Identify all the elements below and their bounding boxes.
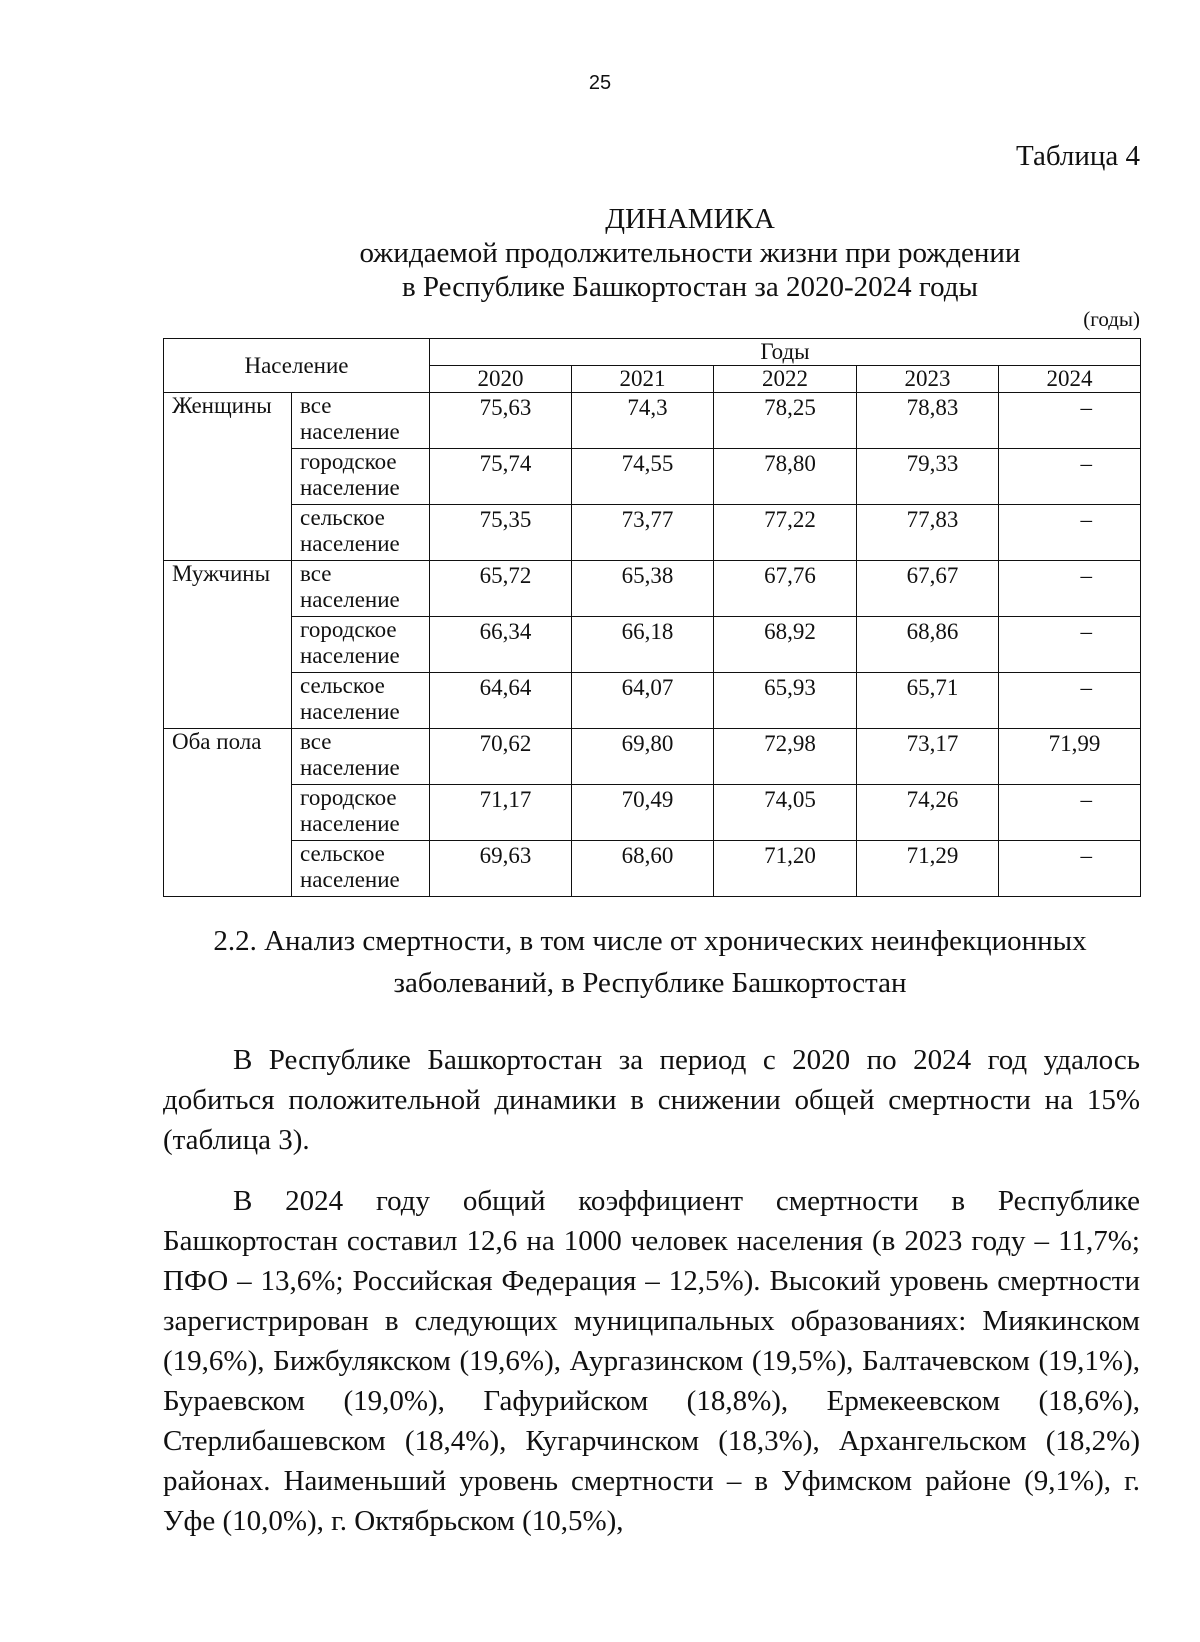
units-label: (годы) bbox=[1083, 307, 1140, 331]
table-row bbox=[164, 449, 1141, 505]
value-cell: – bbox=[999, 393, 1141, 449]
category-cell: все население bbox=[292, 729, 430, 785]
section-heading bbox=[160, 920, 1140, 1004]
value-cell: 70,49 bbox=[572, 785, 714, 841]
life-expectancy-table bbox=[163, 338, 1141, 897]
table-title bbox=[240, 202, 1140, 304]
group-label: Женщины bbox=[164, 393, 292, 561]
value-cell: 71,99 bbox=[999, 729, 1141, 785]
value-cell: – bbox=[999, 785, 1141, 841]
value-cell: 64,07 bbox=[572, 673, 714, 729]
value-cell: – bbox=[999, 561, 1141, 617]
title-line-3: в Республике Башкортостан за 2020-2024 годы bbox=[401, 271, 978, 303]
paragraph-text: В Республике Башкортостан за период с 2020 по 2024 год удалось добиться положительной динамики в снижении общей смертности на 15% (таблица 3). bbox=[163, 1044, 1140, 1156]
value-cell: 74,55 bbox=[572, 449, 714, 505]
value-cell: 67,76 bbox=[714, 561, 857, 617]
table-row bbox=[164, 617, 1141, 673]
header-year: 2021 bbox=[572, 366, 714, 393]
header-year: 2022 bbox=[714, 366, 857, 393]
value-cell: 66,18 bbox=[572, 617, 714, 673]
value-cell: 64,64 bbox=[430, 673, 572, 729]
value-cell: 65,72 bbox=[430, 561, 572, 617]
category-cell: городское население bbox=[292, 785, 430, 841]
value-cell: 73,17 bbox=[857, 729, 999, 785]
value-cell: 68,60 bbox=[572, 841, 714, 897]
value-cell: 74,26 bbox=[857, 785, 999, 841]
value-cell: 65,71 bbox=[857, 673, 999, 729]
value-cell: 75,74 bbox=[430, 449, 572, 505]
category-cell: городское население bbox=[292, 449, 430, 505]
value-cell: – bbox=[999, 617, 1141, 673]
section-heading-line-1: 2.2. Анализ смертности, в том числе от хронических неинфекционных bbox=[213, 925, 1087, 957]
page-number: 25 bbox=[588, 72, 612, 94]
paragraph bbox=[163, 1181, 1140, 1541]
section-heading-line-2: заболеваний, в Республике Башкортостан bbox=[393, 967, 907, 999]
table-label: Таблица 4 bbox=[1015, 140, 1140, 172]
paragraph bbox=[163, 1040, 1140, 1160]
header-population: Население bbox=[164, 339, 430, 393]
value-cell: 65,93 bbox=[714, 673, 857, 729]
table-row bbox=[164, 729, 1141, 785]
value-cell: – bbox=[999, 449, 1141, 505]
category-cell: сельское население bbox=[292, 673, 430, 729]
value-cell: 75,63 bbox=[430, 393, 572, 449]
value-cell: 77,83 bbox=[857, 505, 999, 561]
value-cell: 78,83 bbox=[857, 393, 999, 449]
header-year: 2024 bbox=[999, 366, 1141, 393]
value-cell: 69,63 bbox=[430, 841, 572, 897]
value-cell: 71,29 bbox=[857, 841, 999, 897]
value-cell: 79,33 bbox=[857, 449, 999, 505]
value-cell: 78,25 bbox=[714, 393, 857, 449]
value-cell: 67,67 bbox=[857, 561, 999, 617]
header-years: Годы bbox=[430, 339, 1141, 366]
value-cell: 71,20 bbox=[714, 841, 857, 897]
table-row bbox=[164, 673, 1141, 729]
category-cell: все население bbox=[292, 561, 430, 617]
value-cell: 71,17 bbox=[430, 785, 572, 841]
table-row bbox=[164, 561, 1141, 617]
category-cell: сельское население bbox=[292, 841, 430, 897]
value-cell: – bbox=[999, 673, 1141, 729]
value-cell: 75,35 bbox=[430, 505, 572, 561]
value-cell: – bbox=[999, 841, 1141, 897]
value-cell: 65,38 bbox=[572, 561, 714, 617]
value-cell: 77,22 bbox=[714, 505, 857, 561]
value-cell: – bbox=[999, 505, 1141, 561]
table-row bbox=[164, 785, 1141, 841]
group-label: Мужчины bbox=[164, 561, 292, 729]
value-cell: 66,34 bbox=[430, 617, 572, 673]
value-cell: 68,86 bbox=[857, 617, 999, 673]
category-cell: сельское население bbox=[292, 505, 430, 561]
category-cell: все население bbox=[292, 393, 430, 449]
value-cell: 74,05 bbox=[714, 785, 857, 841]
paragraph-text: В 2024 году общий коэффициент смертности в Республике Башкортостан составил 12,6 на 1000 человек населения (в 2023 году – 11,7%; ПФО – 13,6%; Российская Федерация – 12,5%). Высокий уровень смертности зарегистрирован в следующих муниципальных образованиях: Миякинском (19,6%), Бижбулякском (19,6%), Аургазинском (19,5%), Балтачевском (19,1%), Бураевском (19,0%), Гафурийском (18,8%), Ермекеевском (18,6%), Стерлибашевском (18,4%), Кугарчинском (18,3%), Архангельском (18,2%) районах. Наименьший уровень смертности – в Уфимском районе (9,1%), г. Уфе (10,0%), г. Октябрьском (10,5%), bbox=[163, 1185, 1140, 1537]
category-cell: городское население bbox=[292, 617, 430, 673]
header-year: 2020 bbox=[430, 366, 572, 393]
title-line-2: ожидаемой продолжительности жизни при рождении bbox=[359, 237, 1021, 269]
value-cell: 68,92 bbox=[714, 617, 857, 673]
value-cell: 72,98 bbox=[714, 729, 857, 785]
value-cell: 69,80 bbox=[572, 729, 714, 785]
table-row bbox=[164, 505, 1141, 561]
title-line-1: ДИНАМИКА bbox=[605, 203, 775, 235]
table-row bbox=[164, 841, 1141, 897]
value-cell: 74,3 bbox=[572, 393, 714, 449]
table-row bbox=[164, 393, 1141, 449]
header-year: 2023 bbox=[857, 366, 999, 393]
value-cell: 73,77 bbox=[572, 505, 714, 561]
group-label: Оба пола bbox=[164, 729, 292, 897]
value-cell: 70,62 bbox=[430, 729, 572, 785]
value-cell: 78,80 bbox=[714, 449, 857, 505]
